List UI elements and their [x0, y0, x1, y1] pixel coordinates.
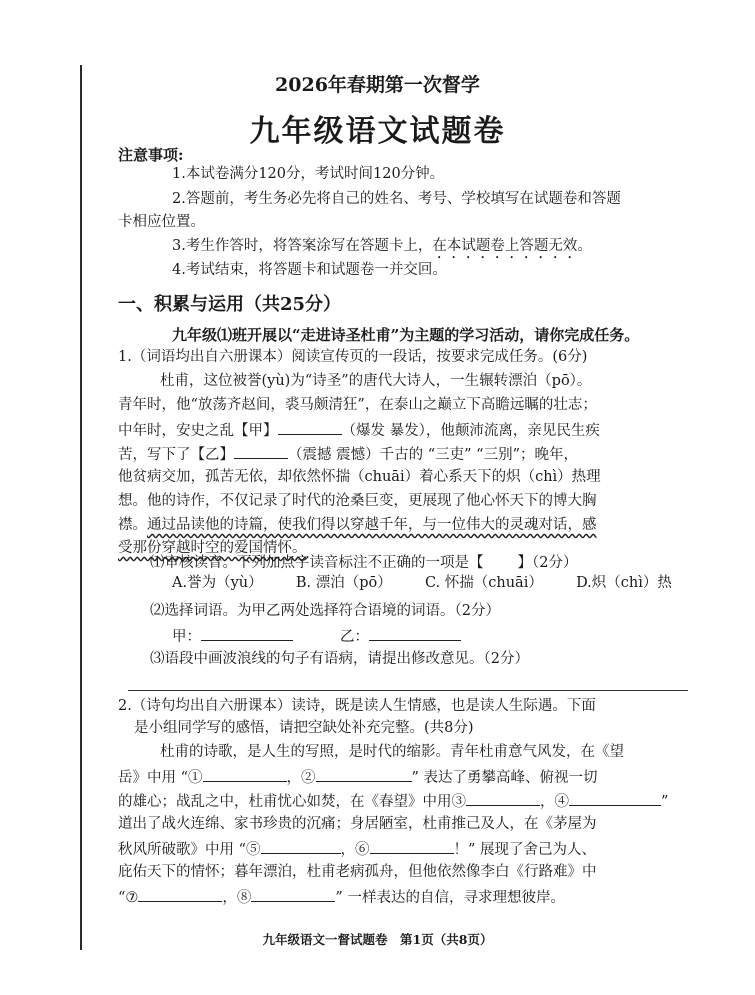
notice-item-4: 4.考试结束，将答题卡和试题卷一并交回。 — [172, 262, 447, 278]
q1-passage-line: 襟。通过品读他的诗篇，使我们得以穿越千年，与一位伟大的灵魂对话，感 — [118, 517, 597, 533]
q2-line: 的雄心；战乱之中，杜甫忧心如焚，在《春望》中用③ ，④ ” — [118, 789, 668, 813]
exam-title: 九年级语文试题卷 — [249, 114, 506, 149]
q2-line: 秋风所破歌》中用 “⑤ ，⑥ ！” 展现了舍己为人、 — [118, 837, 596, 861]
blank-jia[interactable] — [278, 418, 342, 435]
blank-3[interactable] — [466, 789, 540, 806]
answer-jia-blank[interactable] — [201, 624, 293, 641]
q1-answer-jia: 甲： — [172, 624, 293, 648]
q2-line: 岳》中用 “① ，② ” 表达了勇攀高峰、俯视一切 — [118, 765, 598, 789]
q2-stem-cont: 是小组同学写的感悟，请把空缺处补充完整。(共8分) — [134, 720, 474, 736]
blank-yi[interactable] — [234, 442, 288, 459]
blank-8[interactable] — [251, 885, 335, 902]
q1-passage-line: 想。他的诗作，不仅记录了时代的沧桑巨变，更展现了他心怀天下的博大胸 — [118, 493, 597, 509]
wavy-sentence: 受那份穿越时空的爱国情怀。 — [118, 540, 307, 556]
q1-passage-line: 杜甫，这位被誉(yù)为“诗圣”的唐代大诗人，一生辗转漂泊（pō）。 — [160, 373, 592, 389]
q1-sub2: ⑵选择词语。为甲乙两处选择符合语境的词语。（2分） — [150, 603, 500, 619]
q1-passage-line: 青年时，他“放荡齐赵间，裘马颇清狂”，在泰山之巅立下高瞻远瞩的壮志； — [118, 397, 597, 413]
section-heading: 一、积累与运用（共25分） — [118, 294, 342, 315]
binding-line — [80, 65, 82, 950]
blank-1[interactable] — [203, 765, 287, 782]
q2-line: 杜甫的诗歌，是人生的写照，是时代的缩影。青年杜甫意气风发，在《望 — [160, 744, 624, 760]
q2-line: 庇佑天下的情怀；暮年漂泊，杜甫老病孤舟，但他依然像李白《行路难》中 — [118, 864, 597, 880]
emphasis-text: 在本试题卷上答题无效 — [432, 238, 578, 254]
blank-5[interactable] — [261, 837, 341, 854]
answer-yi-blank[interactable] — [369, 624, 461, 641]
q1-passage-line: 他贫病交加，孤苦无依，却依然怀揣（chuāi）着心系天下的炽（chì）热理 — [118, 469, 601, 485]
blank-2[interactable] — [316, 765, 412, 782]
page-footer: 九年级语文一督试题卷 第1页（共8页） — [262, 932, 493, 947]
blank-7[interactable] — [138, 885, 222, 902]
option-c: C. 怀揣（chuāi） — [424, 575, 543, 591]
q2-line: “⑦ ，⑧ ” 一样表达的自信，寻求理想彼岸。 — [118, 885, 565, 909]
q1-passage-line: 中年时，安史之乱【甲】 （爆发 暴发），他颠沛流离，亲见民生疾 — [118, 418, 600, 442]
blank-4[interactable] — [569, 789, 661, 806]
notice-item-2-cont: 卡相应位置。 — [118, 214, 205, 230]
q1-sub1: ⑴审核读音。下列加点字读音标注不正确的一项是【 】（2分） — [150, 555, 578, 571]
option-b: B. 漂泊（pō） — [295, 575, 392, 591]
q1-options — [172, 572, 672, 594]
q2-stem: 2.（诗句均出自六册课本）读诗，既是读人生情感，也是读人生际遇。下面 — [118, 698, 596, 714]
option-a: A.誉为（yù） — [172, 575, 263, 591]
q1-passage-line: 苦，写下了【乙】 （震撼 震憾）千古的 “三吏” “三别”；晚年， — [118, 442, 578, 466]
q1-answer-yi: 乙： — [340, 624, 461, 648]
task-intro: 九年级⑴班开展以“走进诗圣杜甫”为主题的学习活动，请你完成任务。 — [172, 326, 640, 344]
q1-sub3-answer-line[interactable] — [128, 690, 688, 691]
exam-subtitle: 2026年春期第一次督学 — [275, 74, 480, 96]
blank-6[interactable] — [370, 837, 454, 854]
q1-sub3: ⑶语段中画波浪线的句子有语病，请提出修改意见。（2分） — [150, 651, 529, 667]
notice-item-2: 2.答题前，考生务必先将自己的姓名、考号、学校填写在试题卷和答题 — [172, 191, 621, 207]
notice-item-3: 3.考生作答时，将答案涂写在答题卡上，在本试题卷上答题无效。 — [172, 238, 592, 254]
notice-item-1: 1.本试卷满分120分，考试时间120分钟。 — [172, 166, 445, 182]
option-d: D.炽（chì）热 — [576, 575, 672, 591]
wavy-sentence: 通过品读他的诗篇，使我们得以穿越千年，与一位伟大的灵魂对话，感 — [147, 517, 597, 533]
notice-heading: 注意事项: — [118, 146, 184, 164]
q2-line: 道出了战火连绵、家书珍贵的沉痛；身居陋室，杜甫推己及人，在《茅屋为 — [118, 816, 597, 832]
q1-stem: 1.（词语均出自六册课本）阅读宣传页的一段话，按要求完成任务。(6分) — [118, 349, 588, 365]
